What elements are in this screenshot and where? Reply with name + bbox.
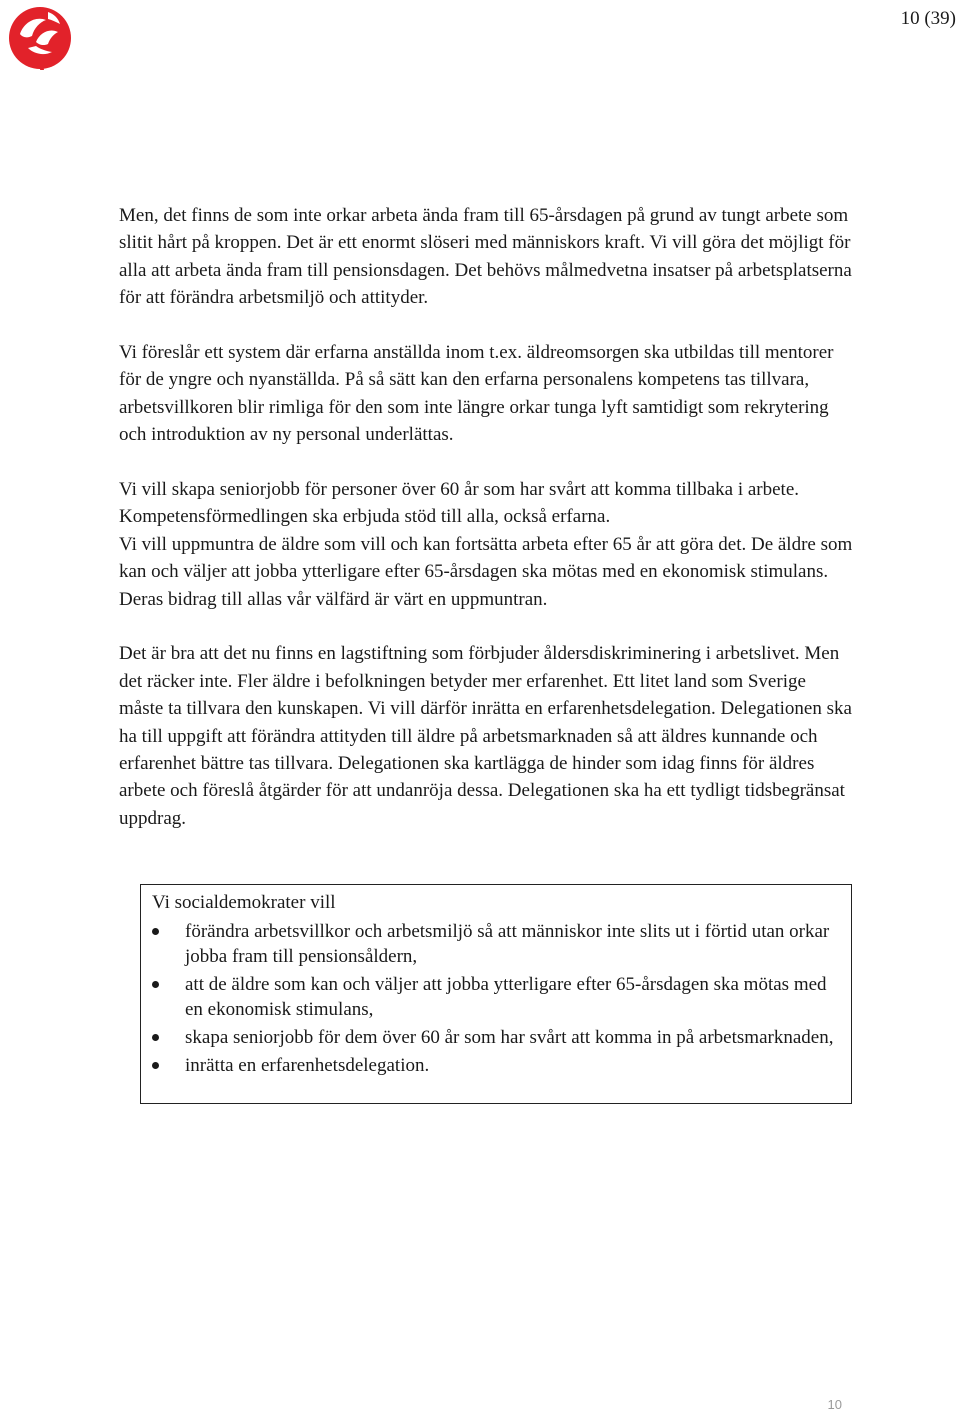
list-item-text: skapa seniorjobb för dem över 60 år som har svårt att komma in på arbetsmarknaden, xyxy=(185,1027,834,1048)
paragraph-encourage: Vi vill uppmuntra de äldre som vill och kan fortsätta arbeta efter 65 år att göra det. De äldre som kan och väljer att jobba ytterligare efter 65-årsdagen ska mötas med en ekonomisk stimulans. Deras bidrag till allas vår välfärd är värt en uppmuntran. xyxy=(119,533,853,610)
list-item-text: förändra arbetsvillkor och arbetsmiljö så att människor inte slits ut i förtid utan orkar jobba fram till pensionsåldern, xyxy=(185,921,830,967)
paragraph-mentors: Vi föreslår ett system där erfarna anställda inom t.ex. äldreomsorgen ska utbildas till mentorer för de yngre och nyanställda. På så sätt kan den erfarna personalens kompetens tas tillvara, arbetsvillkoren blir rimliga för den som inte längre orkar tunga lyft samtidigt som rekrytering och introduktion av ny personal underlättas. xyxy=(119,342,834,446)
bullet-icon xyxy=(152,981,159,988)
list-item xyxy=(152,1053,841,1078)
bullet-icon xyxy=(152,1034,159,1041)
summary-box xyxy=(140,884,852,1104)
bullet-icon xyxy=(152,1062,159,1069)
summary-title: Vi socialdemokrater vill xyxy=(152,892,336,913)
summary-list xyxy=(152,919,841,1078)
paragraph-intro: Men, det finns de som inte orkar arbeta ända fram till 65-årsdagen på grund av tungt arbete som slitit hårt på kroppen. Det är ett enormt slöseri med människors kraft. Vi vill göra det möjligt för alla att arbeta ända fram till pensionsdagen. Det behövs målmedvetna insatser på arbetsplatserna för att förändra arbetsmiljö och attityder. xyxy=(119,205,852,309)
rose-logo-icon xyxy=(6,4,74,72)
footer-page-number: 10 xyxy=(827,1397,842,1412)
page-indicator: 10 (39) xyxy=(900,8,956,29)
body-text xyxy=(119,202,854,860)
list-item-text: att de äldre som kan och väljer att jobba ytterligare efter 65-årsdagen ska mötas med en ekonomisk stimulans, xyxy=(185,974,827,1020)
list-item xyxy=(152,1025,841,1050)
list-item xyxy=(152,919,841,969)
bullet-icon xyxy=(152,928,159,935)
paragraph-seniorjobs: Vi vill skapa seniorjobb för personer över 60 år som har svårt att komma tillbaka i arbete. Kompetensförmedlingen ska erbjuda stöd till alla, också erfarna. xyxy=(119,479,800,528)
paragraph-delegation: Det är bra att det nu finns en lagstiftning som förbjuder åldersdiskriminering i arbetslivet. Men det räcker inte. Fler äldre i befolkningen betyder mer erfarenhet. Ett litet land som Sverige måste ta tillvara den kunskapen. Vi vill därför inrätta en erfarenhetsdelegation. Delegationen ska ha till uppgift att förändra attityden till äldre på arbetsmarknaden så att äldres kunnande och erfarenhet bättre tas tillvara. Delegationen ska kartlägga de hinder som idag finns för äldres arbete och föreslå åtgärder för att undanröja dessa. Delegationen ska ha ett tydligt tidsbegränsat uppdrag. xyxy=(119,643,852,829)
list-item-text: inrätta en erfarenhetsdelegation. xyxy=(185,1055,430,1076)
list-item xyxy=(152,972,841,1022)
